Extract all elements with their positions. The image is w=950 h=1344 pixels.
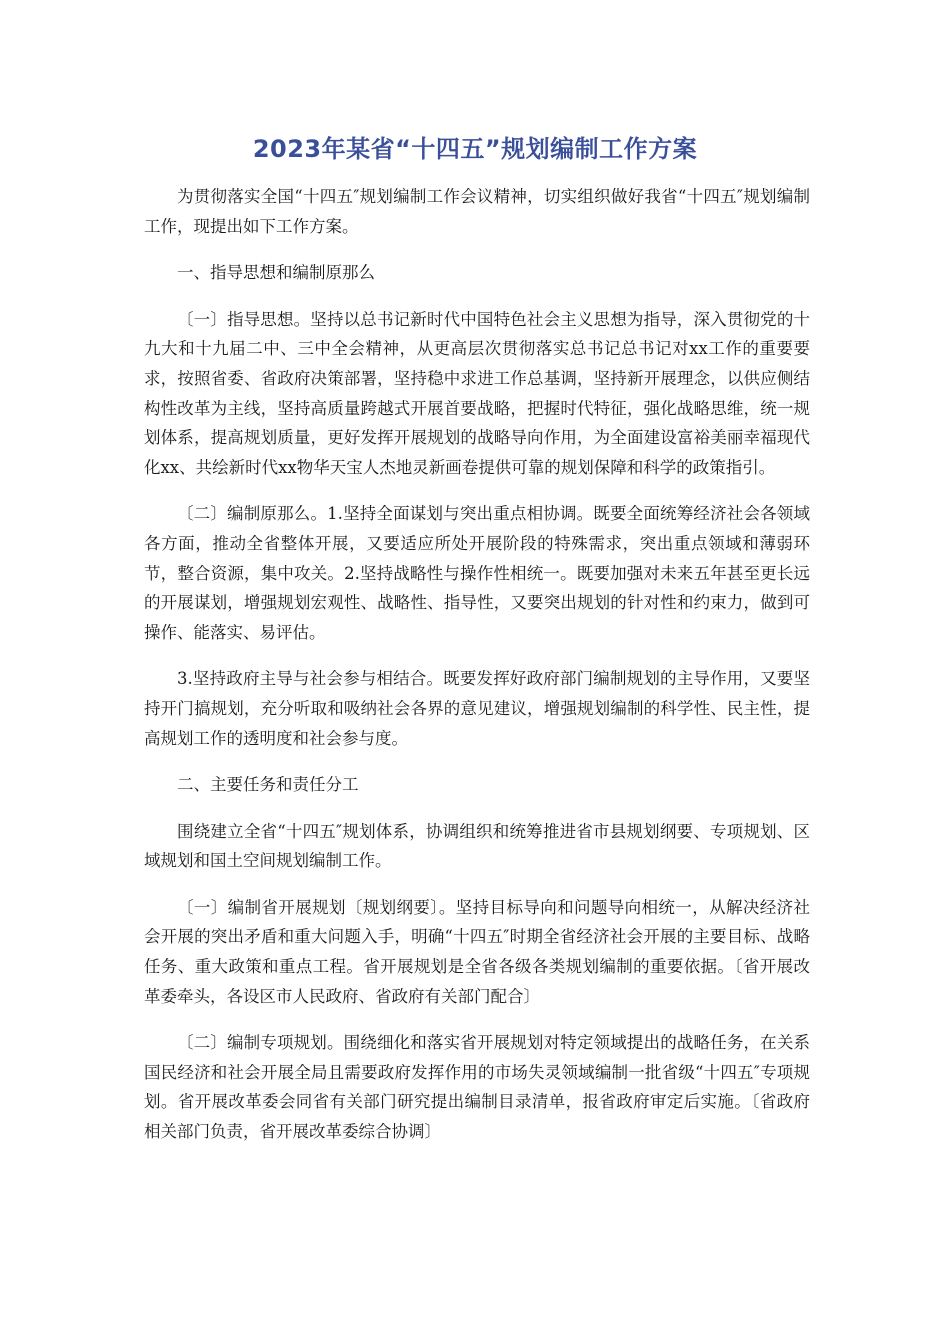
paragraph-guiding-ideology: 〔一〕指导思想。坚持以总书记新时代中国特色社会主义思想为指导，深入贯彻党的十九大和十九届二中、三中全会精神，从更高层次贯彻落实总书记总书记对xx工作的重要要求，按照省委、省政府决策部署，坚持稳中求进工作总基调，坚持新开展理念，以供应侧结构性改革为主线，坚持高质量跨越式开展首要战略，把握时代特征，强化战略思维，统一规划体系，提高规划质量，更好发挥开展规划的战略导向作用，为全面建设富裕美丽幸福现代化xx、共绘新时代xx物华天宝人杰地灵新画卷提供可靠的规划保障和科学的政策指引。	[144, 309, 810, 477]
document-body	[144, 182, 810, 1164]
paragraph-principle-3: 3.坚持政府主导与社会参与相结合。既要发挥好政府部门编制规划的主导作用，又要坚持开门搞规划，充分听取和吸纳社会各界的意见建议，增强规划编制的科学性、民主性，提高规划工作的透明度和社会参与度。	[144, 669, 810, 748]
paragraph-special-plans: 〔二〕编制专项规划。围绕细化和落实省开展规划对特定领域提出的战略任务，在关系国民经济和社会开展全局且需要政府发挥作用的市场失灵领域编制一批省级“十四五″专项规划。省开展改革委会同省有关部门研究提出编制目录清单，报省政府审定后实施。〔省政府相关部门负责，省开展改革委综合协调〕	[144, 1033, 810, 1142]
paragraph-tasks-intro: 围绕建立全省“十四五″规划体系，协调组织和统筹推进省市县规划纲要、专项规划、区域规划和国土空间规划编制工作。	[144, 821, 810, 871]
section-heading-2: 二、主要任务和责任分工	[177, 775, 359, 795]
paragraph-provincial-plan: 〔一〕编制省开展规划〔规划纲要〕。坚持目标导向和问题导向相统一，从解决经济社会开展的突出矛盾和重大问题入手，明确“十四五″时期全省经济社会开展的主要目标、战略任务、重大政策和重点工程。省开展规划是全省各级各类规划编制的重要依据。〔省开展改革委牵头，各设区市人民政府、省政府有关部门配合〕	[144, 897, 810, 1006]
section-heading-1: 一、指导思想和编制原那么	[177, 263, 375, 283]
document-title: 2023年某省“十四五”规划编制工作方案	[252, 135, 698, 163]
intro-paragraph: 为贯彻落实全国“十四五″规划编制工作会议精神，切实组织做好我省“十四五″规划编制工作，现提出如下工作方案。	[144, 187, 810, 236]
paragraph-principles: 〔二〕编制原那么。1.坚持全面谋划与突出重点相协调。既要全面统筹经济社会各领域各方面，推动全省整体开展，又要适应所处开展阶段的特殊需求，突出重点领域和薄弱环节，整合资源，集中攻关。2.坚持战略性与操作性相统一。既要加强对未来五年甚至更长远的开展谋划，增强规划宏观性、战略性、指导性，又要突出规划的针对性和约束力，做到可操作、能落实、易评估。	[144, 504, 810, 642]
